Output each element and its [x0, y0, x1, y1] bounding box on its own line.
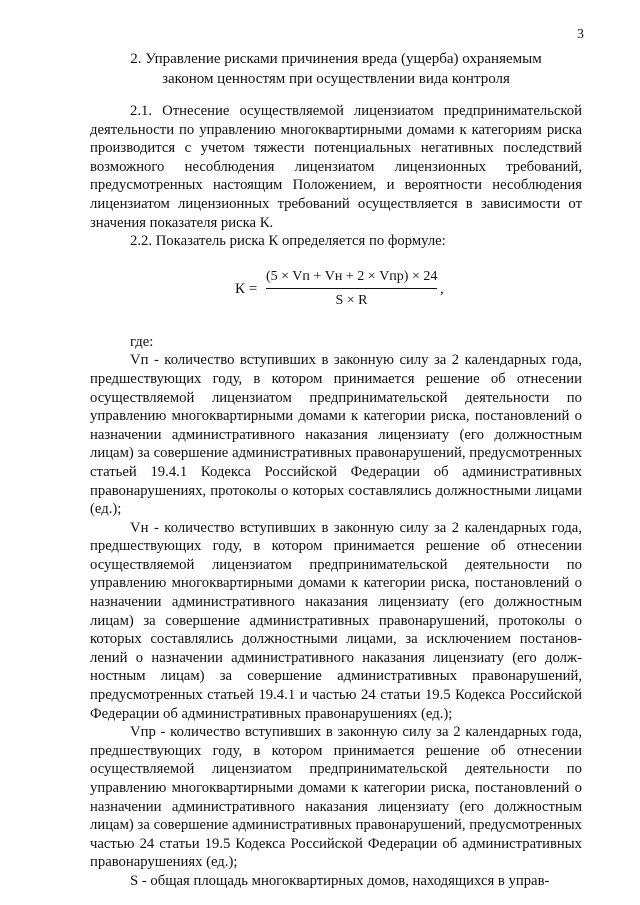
formula-numerator: (5 × Vп + Vн + 2 × Vпр) × 24	[266, 268, 438, 284]
definition-s: S - общая площадь многоквартирных домов, находящихся в управ-	[130, 872, 550, 889]
page-number: 3	[577, 27, 584, 42]
fraction-bar	[266, 288, 437, 289]
section-heading	[90, 49, 582, 89]
formula-denominator: S × R	[335, 292, 368, 308]
where-label: где:	[130, 333, 154, 350]
definition-vpr: Vпр - количество вступивших в законную силу за 2 календарных года, предшествующих году, в котором принимается решение об отнесении осуществляемой лицензиатом предпринимательской деятельности по управлению многоквартирными домами к категории риска, постановлений о назначении административного наказания лицензиату (его должностным лицам) за совершение административных правонарушений, предусмотренных частью 24 статьи 19.5 Кодекса Российской Федерации об административных правонарушениях (ед.);	[90, 724, 582, 871]
paragraph-2-1: 2.1. Отнесение осуществляемой лицензиатом предпринимательской деятельности по управлению многоквартирными домами к категориям риска производится с учетом тяжести потенциальных негативных последствий возможного несоблюдения лицензиатом лицензионных требований, предусмотренных настоящим Положением, и вероятности несоблюдения лицензиатом лицензионных требований осуществляется в зависимости от значения показателя риска К.	[90, 103, 582, 231]
definition-vn: Vн - количество вступивших в законную силу за 2 календарных года, предшествующих году, в котором принимается решение об отнесении осуществляемой лицензиатом предпринимательской деятельности по управлению многоквартирными домами к категории риска, постановлений о назначении административного наказания лицензиату (его должностным лицам) за совершение административных правонарушений, протоколы о которых составлялись должностными лицами, за исключением постановлений о назначении административного наказания лицензиату (его должностным лицам) за совершение административных правонарушений, предусмотренных статьей 19.4.1 и частью 24 статьи 19.5 Кодекса Российской Федерации об административных правонарушениях (ед.);	[90, 519, 582, 722]
document-body	[90, 102, 582, 891]
section-heading-line-2: законом ценностям при осуществлении вида контроля	[162, 71, 510, 87]
definition-vp: Vп - количество вступивших в законную силу за 2 календарных года, предшествующих году, в котором принимается решение об отнесении осуществляемой лицензиатом предпринимательской деятельности по управлению многоквартирными домами к категории риска, постановлений о назначении административного наказания лицензиату (его должностным лицам) за совершение административных правонарушений, предусмотренных статьей 19.4.1 Кодекса Российской Федерации об административных правонарушениях, протоколы о которых составлялись должностными лицами (ед.);	[90, 352, 582, 518]
formula-fraction	[266, 267, 437, 311]
formula-lhs: К =	[235, 280, 258, 297]
formula-trailing-comma: ,	[440, 280, 444, 297]
risk-formula	[90, 261, 582, 323]
paragraph-2-2: 2.2. Показатель риска К определяется по формуле:	[130, 233, 446, 250]
section-heading-line-1: 2. Управление рисками причинения вреда (ущерба) охраняемым	[130, 51, 542, 67]
